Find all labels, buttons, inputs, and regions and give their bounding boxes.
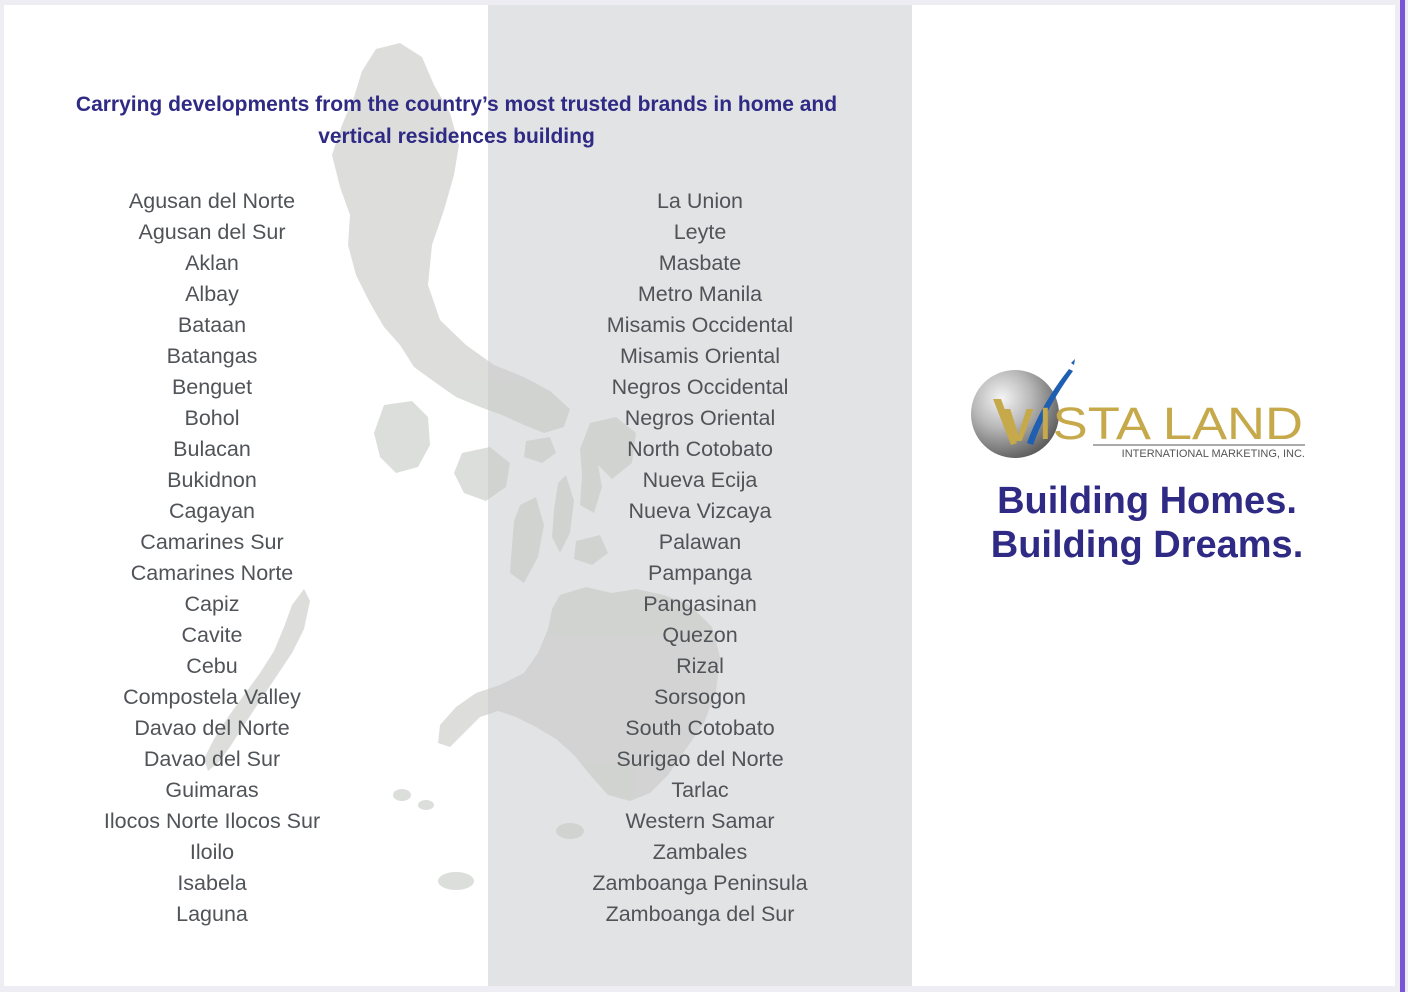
province-item: Bohol xyxy=(184,406,240,430)
province-item: Capiz xyxy=(184,592,240,616)
province-item: Cebu xyxy=(186,654,238,678)
province-item: Benguet xyxy=(171,375,253,399)
province-item: North Cotobato xyxy=(627,437,773,461)
province-item: Guimaras xyxy=(165,778,259,802)
province-item: Zambales xyxy=(652,840,748,864)
province-item: Bataan xyxy=(177,313,247,337)
province-item: Nueva Vizcaya xyxy=(628,499,772,523)
page-edge-accent xyxy=(1400,0,1405,992)
tagline xyxy=(932,479,1362,567)
province-item: Misamis Oriental xyxy=(619,344,781,368)
province-item: Laguna xyxy=(176,902,248,926)
province-item: Agusan del Norte xyxy=(128,189,296,213)
province-item: Pangasinan xyxy=(643,592,757,616)
logo-wordmark: ISTA LAND xyxy=(1038,398,1303,449)
province-item: Masbate xyxy=(658,251,742,275)
tagline-line-2: Building Dreams. xyxy=(990,524,1304,566)
heading: Carrying developments from the country’s most trusted brands in home and vertical residences building xyxy=(75,93,838,148)
province-item: Rizal xyxy=(676,654,724,678)
province-item: Negros Oriental xyxy=(624,406,776,430)
province-list-left xyxy=(62,186,362,930)
province-item: Metro Manila xyxy=(637,282,763,306)
province-item: Palawan xyxy=(658,530,742,554)
province-item: Iloilo xyxy=(189,840,235,864)
province-item: Compostela Valley xyxy=(123,685,301,709)
province-item: Tarlac xyxy=(671,778,729,802)
tagline-line-1: Building Homes. xyxy=(997,480,1297,522)
province-item: Isabela xyxy=(177,871,247,895)
province-item: Negros Occidental xyxy=(611,375,789,399)
logo-initial: V xyxy=(1003,399,1034,451)
province-item: Davao del Sur xyxy=(143,747,281,771)
province-item: Nueva Ecija xyxy=(642,468,758,492)
vista-land-logo xyxy=(967,353,1307,465)
province-item: Albay xyxy=(185,282,239,306)
province-item: Western Samar xyxy=(625,809,775,833)
province-item: Camarines Sur xyxy=(140,530,284,554)
province-item: Aklan xyxy=(185,251,239,275)
province-item: Zamboanga Peninsula xyxy=(592,871,808,895)
province-item: Batangas xyxy=(166,344,258,368)
province-item: Agusan del Sur xyxy=(138,220,286,244)
province-item: Cagayan xyxy=(168,499,256,523)
province-item: Surigao del Norte xyxy=(616,747,784,771)
province-item: Misamis Occidental xyxy=(606,313,794,337)
province-list-right xyxy=(550,186,850,930)
province-item: South Cotobato xyxy=(625,716,775,740)
province-item: Camarines Norte xyxy=(130,561,294,585)
logo-subtitle: INTERNATIONAL MARKETING, INC. xyxy=(1121,448,1305,460)
province-item: Quezon xyxy=(662,623,738,647)
province-item: Bulacan xyxy=(173,437,251,461)
province-item: Ilocos Norte Ilocos Sur xyxy=(103,809,321,833)
province-item: Bukidnon xyxy=(167,468,257,492)
province-item: Pampanga xyxy=(648,561,752,585)
province-item: La Union xyxy=(656,189,744,213)
province-item: Sorsogon xyxy=(653,685,747,709)
brochure-page xyxy=(4,5,1395,986)
province-item: Zamboanga del Sur xyxy=(605,902,795,926)
province-item: Davao del Norte xyxy=(134,716,290,740)
province-item: Cavite xyxy=(181,623,243,647)
province-item: Leyte xyxy=(673,220,727,244)
